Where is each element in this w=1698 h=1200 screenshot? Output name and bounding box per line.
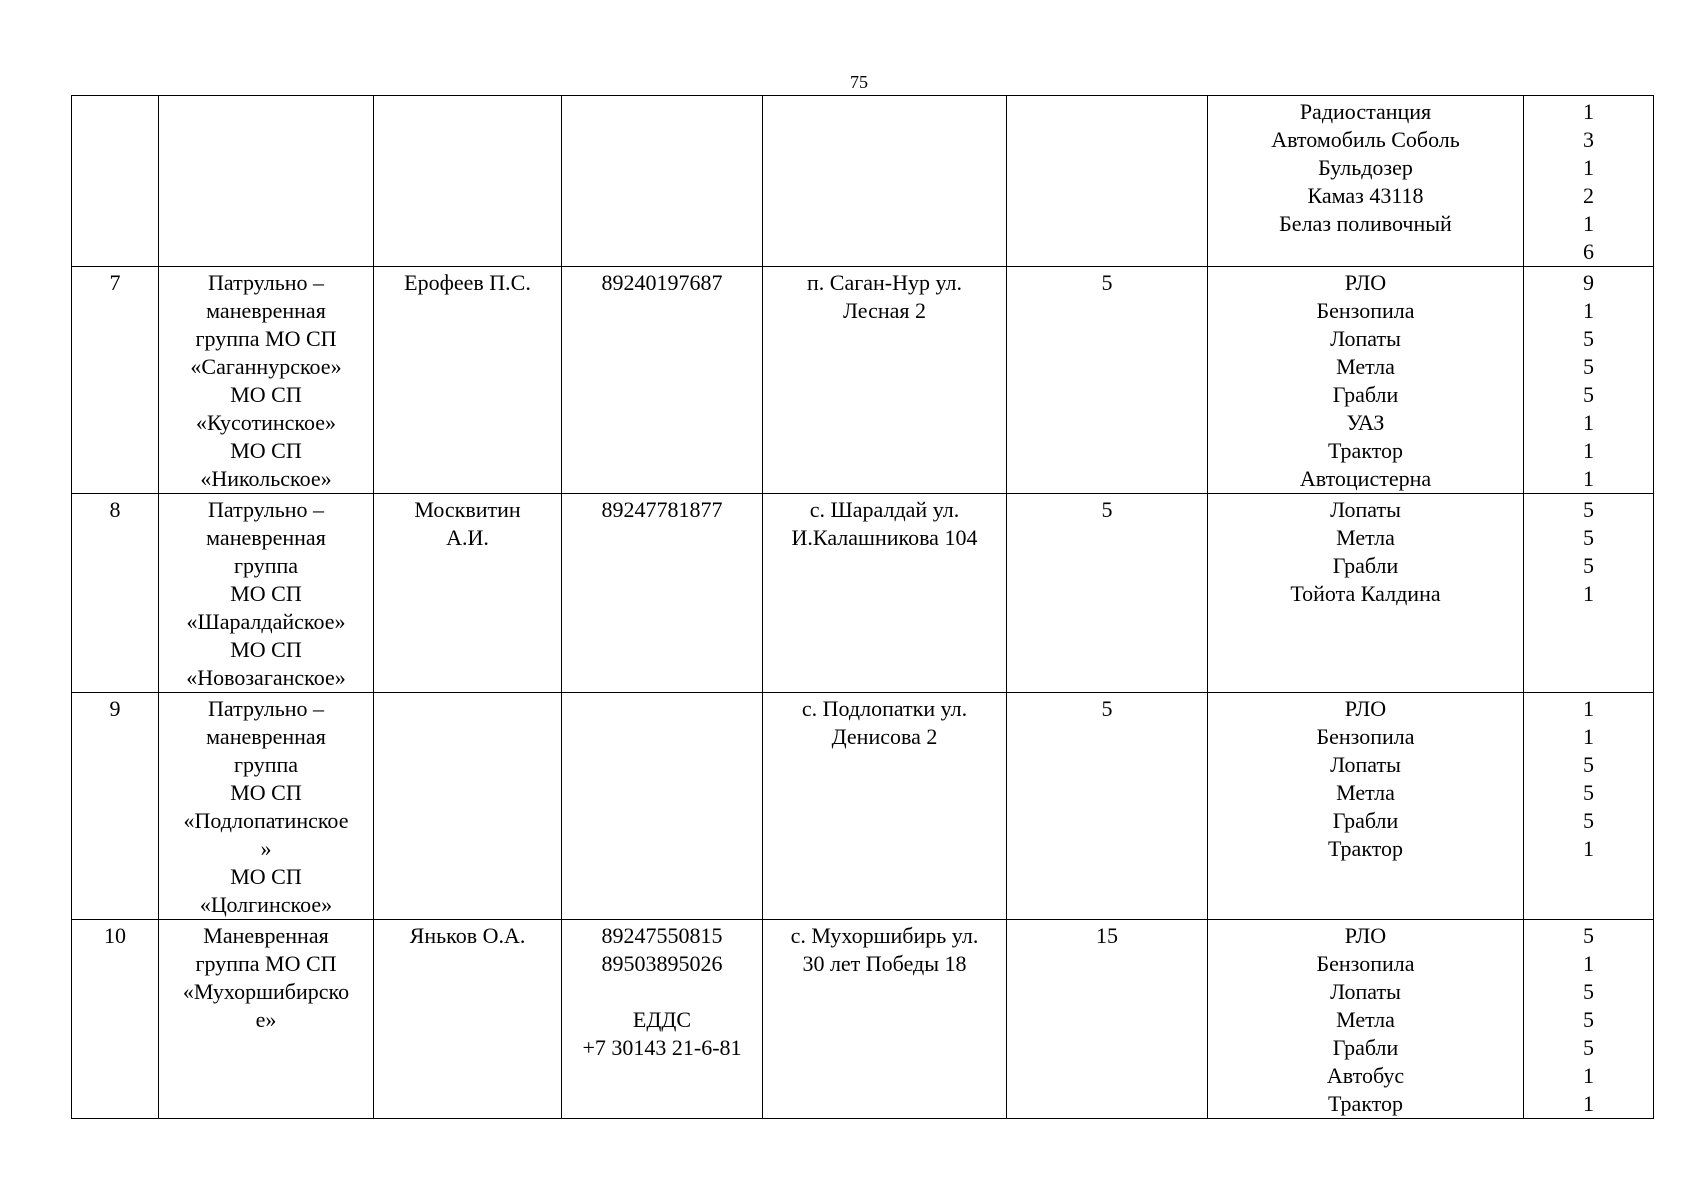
- cell-number-value: 8: [109, 497, 121, 522]
- cell-quantities-line: 5: [1583, 326, 1594, 351]
- cell-phones-line: ЕДДС: [632, 1007, 692, 1032]
- cell-group-name-line: Патрульно –: [208, 696, 324, 721]
- cell-people-count: [1007, 693, 1208, 920]
- table-row: [72, 920, 1654, 1119]
- cell-address-line: 30 лет Победы 18: [802, 951, 967, 976]
- cell-phones-line: 89247550815: [601, 923, 723, 948]
- cell-quantities-line: 5: [1583, 808, 1594, 833]
- cell-quantities-line: 1: [1583, 99, 1594, 124]
- cell-group-name-line: МО СП: [230, 637, 302, 662]
- cell-group-name: [159, 693, 374, 920]
- cell-equipment-line: Метла: [1336, 780, 1395, 805]
- cell-equipment-line: Бензопила: [1316, 951, 1415, 976]
- cell-quantities-line: 5: [1583, 382, 1594, 407]
- cell-equipment-line: Лопаты: [1330, 326, 1401, 351]
- cell-equipment-line: Белаз поливочный: [1279, 211, 1452, 236]
- cell-phones-line: 89247781877: [601, 497, 723, 522]
- cell-group-name-line: «Мухоршибирско: [182, 979, 350, 1004]
- cell-address-line: с. Мухоршибирь ул.: [790, 923, 979, 948]
- cell-equipment-line: Бульдозер: [1318, 155, 1413, 180]
- cell-group-name-line: МО СП: [230, 780, 302, 805]
- cell-group-name-line: МО СП: [230, 864, 302, 889]
- cell-group-name: [159, 920, 374, 1119]
- cell-equipment-line: Трактор: [1327, 1091, 1404, 1116]
- cell-quantities-line: 5: [1583, 780, 1594, 805]
- cell-address: [763, 920, 1007, 1119]
- cell-quantities-line: 5: [1583, 979, 1594, 1004]
- table-row: [72, 494, 1654, 693]
- cell-people-count-value: 5: [1101, 270, 1113, 295]
- cell-quantities-line: 5: [1583, 752, 1594, 777]
- cell-phones-line: [565, 978, 759, 1006]
- cell-group-name-line: маневренная: [206, 298, 326, 323]
- cell-group-name-line: «Шаралдайское»: [186, 609, 346, 634]
- cell-quantities-line: 5: [1583, 354, 1594, 379]
- cell-equipment-line: УАЗ: [1346, 410, 1385, 435]
- cell-group-name: [159, 267, 374, 494]
- cell-quantities-line: 9: [1583, 270, 1594, 295]
- cell-equipment-line: Автоцистерна: [1299, 466, 1432, 491]
- cell-head: [374, 494, 562, 693]
- cell-people-count: [1007, 96, 1208, 267]
- cell-equipment-line: Грабли: [1332, 382, 1399, 407]
- cell-phones: [562, 693, 763, 920]
- cell-head-line: Москвитин: [414, 497, 521, 522]
- cell-phones-line: 89240197687: [601, 270, 723, 295]
- cell-quantities-line: 1: [1583, 155, 1594, 180]
- cell-quantities: [1524, 96, 1654, 267]
- cell-group-name-line: «Саганнурское»: [190, 354, 342, 379]
- cell-group-name-line: МО СП: [230, 382, 302, 407]
- cell-address-line: с. Подлопатки ул.: [801, 696, 968, 721]
- page-number: 75: [850, 72, 868, 92]
- cell-head: [374, 693, 562, 920]
- cell-quantities-line: 1: [1583, 696, 1594, 721]
- cell-equipment-line: Автобус: [1326, 1063, 1405, 1088]
- cell-people-count-value: 5: [1101, 696, 1113, 721]
- cell-equipment-line: Трактор: [1327, 836, 1404, 861]
- cell-number-value: 10: [104, 923, 126, 948]
- cell-quantities-line: 2: [1583, 183, 1594, 208]
- cell-quantities-line: 3: [1583, 127, 1594, 152]
- cell-equipment-line: Радиостанция: [1299, 99, 1432, 124]
- cell-quantities: [1524, 267, 1654, 494]
- cell-people-count: [1007, 267, 1208, 494]
- resources-table: [71, 95, 1654, 1119]
- cell-number: [72, 96, 159, 267]
- cell-quantities-line: 1: [1583, 1063, 1594, 1088]
- cell-quantities-line: 1: [1583, 1091, 1594, 1116]
- cell-group-name: [159, 96, 374, 267]
- cell-group-name-line: Маневренная: [203, 923, 329, 948]
- cell-quantities-line: 5: [1583, 553, 1594, 578]
- cell-group-name-line: «Цолгинское»: [199, 892, 333, 917]
- table-row: [72, 267, 1654, 494]
- cell-group-name-line: «Никольское»: [200, 466, 332, 491]
- cell-phones-line: 89503895026: [601, 951, 723, 976]
- cell-equipment-line: Лопаты: [1330, 979, 1401, 1004]
- cell-equipment: [1208, 693, 1524, 920]
- cell-equipment-line: Трактор: [1327, 438, 1404, 463]
- cell-number: [72, 267, 159, 494]
- cell-equipment: [1208, 494, 1524, 693]
- cell-head: [374, 96, 562, 267]
- cell-phones: [562, 920, 763, 1119]
- cell-head: [374, 267, 562, 494]
- cell-quantities: [1524, 693, 1654, 920]
- cell-quantities-line: 1: [1583, 298, 1594, 323]
- table-row: [72, 693, 1654, 920]
- cell-head: [374, 920, 562, 1119]
- cell-phones: [562, 494, 763, 693]
- cell-equipment-line: Бензопила: [1316, 298, 1415, 323]
- cell-group-name-line: «Кусотинское»: [195, 410, 337, 435]
- cell-equipment-line: Грабли: [1332, 553, 1399, 578]
- cell-number: [72, 693, 159, 920]
- cell-phones: [562, 96, 763, 267]
- cell-quantities-line: 6: [1583, 239, 1594, 264]
- cell-equipment-line: Метла: [1336, 1007, 1395, 1032]
- cell-quantities-line: 5: [1583, 1035, 1594, 1060]
- cell-quantities: [1524, 494, 1654, 693]
- cell-quantities-line: 1: [1583, 410, 1594, 435]
- cell-equipment-line: РЛО: [1344, 270, 1387, 295]
- cell-group-name-line: группа МО СП: [195, 326, 337, 351]
- cell-quantities-line: 1: [1583, 581, 1594, 606]
- cell-group-name-line: группа: [233, 553, 299, 578]
- cell-equipment-line: Тойота Калдина: [1290, 581, 1441, 606]
- cell-equipment-line: РЛО: [1344, 696, 1387, 721]
- cell-people-count: [1007, 494, 1208, 693]
- cell-number: [72, 494, 159, 693]
- cell-address: [763, 494, 1007, 693]
- cell-address-line: Денисова 2: [831, 724, 938, 749]
- cell-quantities: [1524, 920, 1654, 1119]
- cell-quantities-line: 1: [1583, 724, 1594, 749]
- cell-quantities-line: 1: [1583, 211, 1594, 236]
- cell-number-value: 9: [109, 696, 121, 721]
- cell-equipment: [1208, 267, 1524, 494]
- cell-equipment-line: Лопаты: [1330, 497, 1401, 522]
- cell-group-name-line: маневренная: [206, 724, 326, 749]
- cell-equipment-line: Камаз 43118: [1307, 183, 1424, 208]
- cell-address-line: п. Саган-Нур ул.: [807, 270, 962, 295]
- cell-quantities-line: 5: [1583, 497, 1594, 522]
- cell-equipment-line: Автомобиль Соболь: [1271, 127, 1460, 152]
- cell-address-line: с. Шаралдай ул.: [809, 497, 960, 522]
- cell-quantities-line: 1: [1583, 466, 1594, 491]
- cell-equipment-line: РЛО: [1344, 923, 1387, 948]
- cell-equipment: [1208, 920, 1524, 1119]
- cell-equipment-line: Грабли: [1332, 808, 1399, 833]
- cell-people-count-value: 5: [1101, 497, 1113, 522]
- cell-quantities-line: 1: [1583, 438, 1594, 463]
- cell-group-name-line: «Подлопатинское: [183, 808, 349, 833]
- cell-group-name: [159, 494, 374, 693]
- cell-address-line: Лесная 2: [842, 298, 926, 323]
- cell-group-name-line: «Новозаганское»: [186, 665, 346, 690]
- cell-head-line: Ерофеев П.С.: [404, 270, 531, 295]
- table-row: [72, 96, 1654, 267]
- cell-group-name-line: Патрульно –: [208, 270, 324, 295]
- cell-equipment-line: Грабли: [1332, 1035, 1399, 1060]
- cell-equipment-line: Бензопила: [1316, 724, 1415, 749]
- cell-group-name-line: е»: [255, 1007, 277, 1032]
- cell-quantities-line: 1: [1583, 836, 1594, 861]
- cell-group-name-line: группа: [233, 752, 299, 777]
- cell-address: [763, 267, 1007, 494]
- cell-people-count: [1007, 920, 1208, 1119]
- cell-quantities-line: 5: [1583, 525, 1594, 550]
- cell-group-name-line: Патрульно –: [208, 497, 324, 522]
- cell-address: [763, 693, 1007, 920]
- cell-address-line: И.Калашникова 104: [791, 525, 978, 550]
- cell-number: [72, 920, 159, 1119]
- cell-group-name-line: »: [260, 836, 272, 861]
- cell-people-count-value: 15: [1096, 923, 1118, 948]
- cell-phones-line: +7 30143 21-6-81: [582, 1035, 742, 1060]
- cell-group-name-line: маневренная: [206, 525, 326, 550]
- cell-group-name-line: МО СП: [230, 438, 302, 463]
- cell-equipment-line: Метла: [1336, 525, 1395, 550]
- cell-head-line: Яньков О.А.: [409, 923, 526, 948]
- cell-equipment-line: Лопаты: [1330, 752, 1401, 777]
- cell-equipment-line: Метла: [1336, 354, 1395, 379]
- cell-number-value: 7: [109, 270, 121, 295]
- cell-phones: [562, 267, 763, 494]
- cell-head-line: А.И.: [446, 525, 489, 550]
- cell-address: [763, 96, 1007, 267]
- cell-quantities-line: 1: [1583, 951, 1594, 976]
- cell-quantities-line: 5: [1583, 1007, 1594, 1032]
- cell-group-name-line: группа МО СП: [195, 951, 337, 976]
- cell-group-name-line: МО СП: [230, 581, 302, 606]
- cell-equipment: [1208, 96, 1524, 267]
- cell-quantities-line: 5: [1583, 923, 1594, 948]
